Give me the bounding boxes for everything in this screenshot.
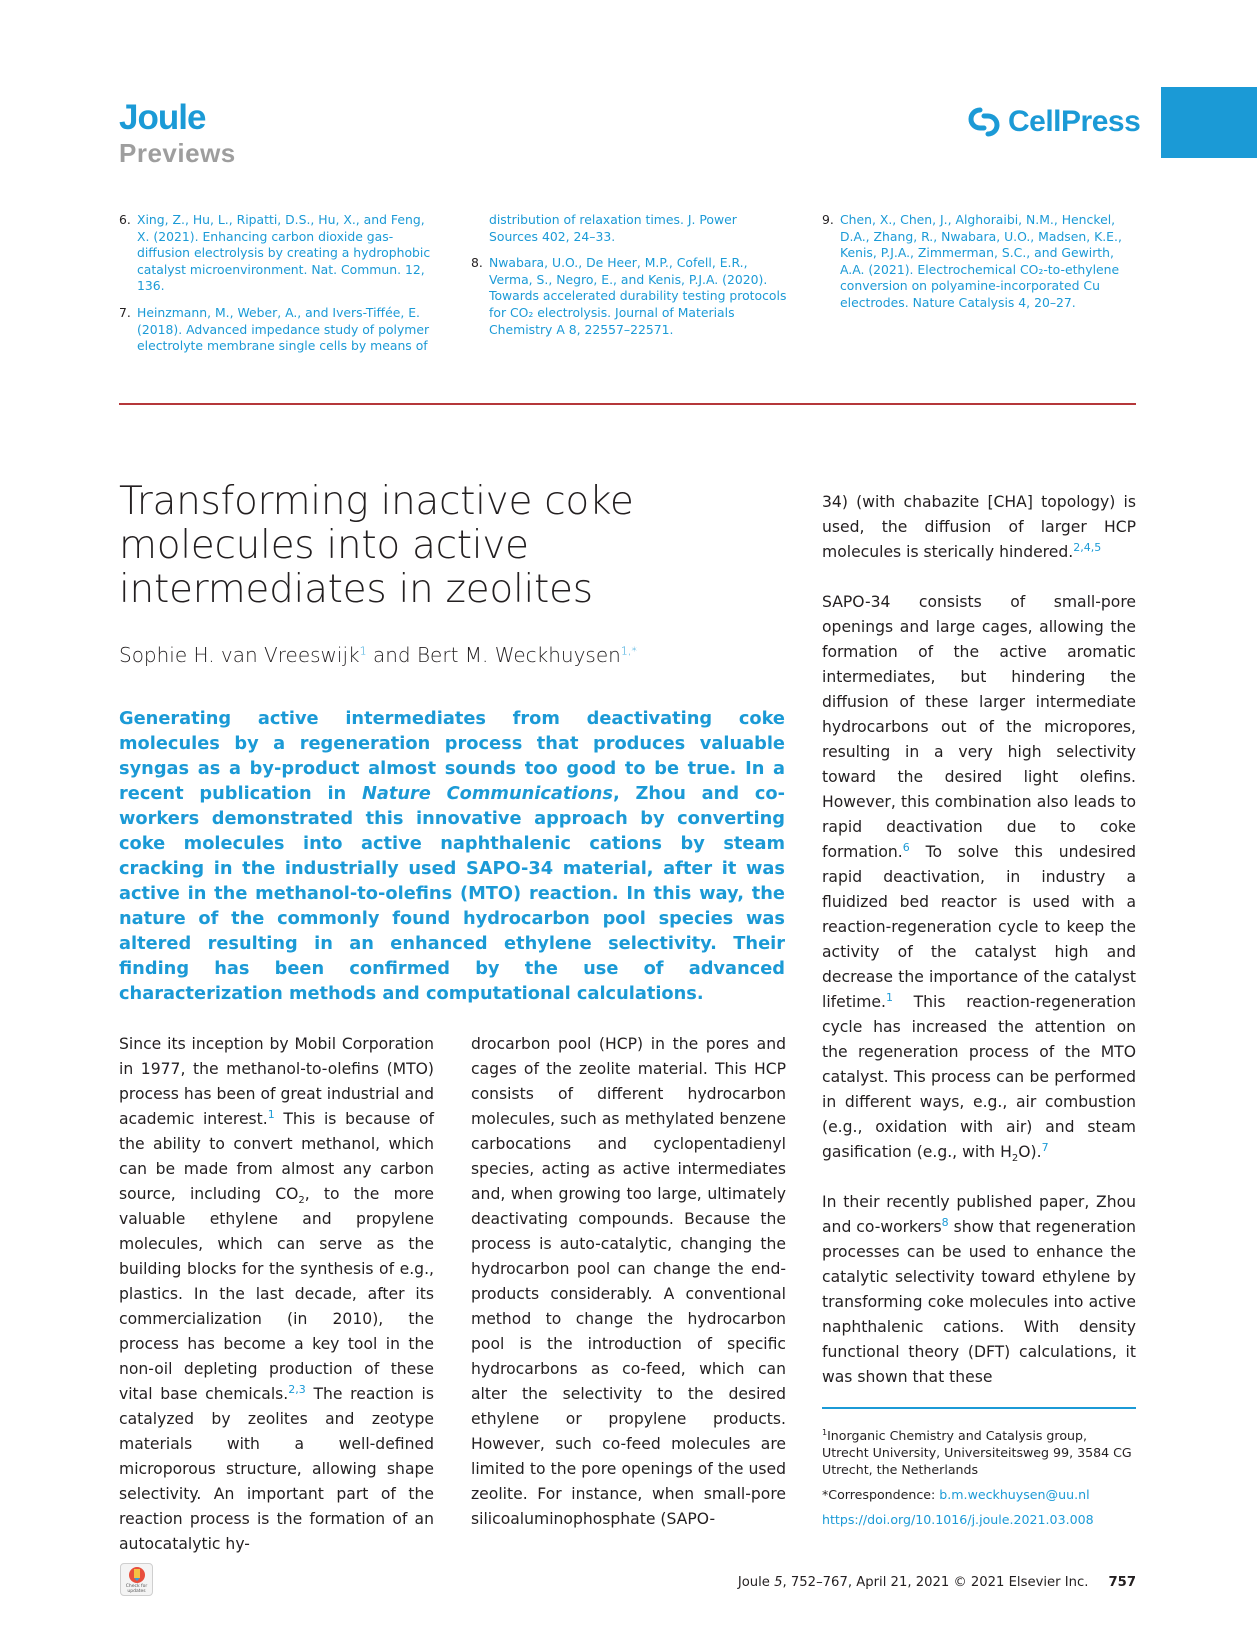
section-color-tab bbox=[1161, 87, 1257, 158]
page-footer bbox=[738, 1575, 1136, 1590]
page-number: 757 bbox=[1108, 1575, 1136, 1590]
crossmark-label: Check for updates bbox=[125, 1583, 148, 1594]
journal-name: Joule bbox=[119, 98, 206, 137]
references-column-3 bbox=[822, 212, 1136, 322]
reference-item[interactable]: 6. Xing, Z., Hu, L., Ripatti, D.S., Hu, X., and Feng, X. (2021). Enhancing carbon dioxide gas-diffusion electrolysis by creating a hydrophobic catalyst microenvironment. Nat. Commun. 12, 136. bbox=[119, 212, 431, 294]
citation-link[interactable]: 2,4,5 bbox=[1073, 540, 1102, 554]
body-paragraph: Since its inception by Mobil Corporation in 1977, the methanol-to-olefins (MTO) process has been of great industrial and academic interest.$^1$ This is because of the ability to convert methanol, which can be made from almost any carbon source, including $CO_2$, to the more valuable ethylene and propylene molecules, which can serve as the building blocks for the synthesis of e.g., plastics. In the last decade, after its commercialization (in 2010), the process has become a key tool in the non-oil depleting production of these vital base chemicals.$^{2,3}$ The reaction is catalyzed by zeolites and zeotype materials with a well-defined microporous structure, allowing shape selectivity. An important part of the reaction process is the formation of an autocatalytic hy- bbox=[119, 1035, 434, 1553]
body-column-2 bbox=[471, 1032, 786, 1557]
correspondence: *Correspondence: b.m.weckhuysen@uu.nl bbox=[822, 1487, 1090, 1503]
email-link[interactable]: b.m.weckhuysen@uu.nl bbox=[939, 1487, 1090, 1503]
citation-line: Joule 5, 752–767, April 21, 2021 © 2021 Elsevier Inc. bbox=[737, 1575, 1089, 1590]
body-column-3 bbox=[822, 490, 1136, 1415]
reference-continuation[interactable]: distribution of relaxation times. J. Power Sources 402, 24–33. bbox=[489, 212, 737, 244]
affiliation-marker[interactable]: 1 bbox=[359, 644, 367, 658]
reference-item[interactable]: 9. Chen, X., Chen, J., Alghoraibi, N.M., Henckel, D.A., Zhang, R., Nwabara, U.O., Madsen, K.E., Kenis, P.J.A., Zimmerman, S.C., and Gewirth, A.A. (2021). Electrochemical CO₂-to-ethylene conversion on polyamine-incorporated Cu electrodes. Nature Catalysis 4, 20–27. bbox=[822, 212, 1122, 310]
affiliation-block bbox=[822, 1424, 1136, 1536]
reference-item[interactable]: 7. Heinzmann, M., Weber, A., and Ivers-Tiffée, E. (2018). Advanced impedance study of polymer electrolyte membrane single cells by means of bbox=[119, 304, 430, 354]
publisher-name: CellPress bbox=[1008, 105, 1141, 138]
citation-link[interactable]: 7 bbox=[1041, 1140, 1049, 1154]
crossmark-icon bbox=[128, 1566, 146, 1584]
reference-item[interactable]: 8. Nwabara, U.O., De Heer, M.P., Cofell, E.R., Verma, S., Negro, E., and Kenis, P.J.A. (2020). Towards accelerated durability testing protocols for CO₂ electrolysis. Journal of Materials Chemistry A 8, 22557–22571. bbox=[471, 255, 787, 337]
affiliation: $^1$Inorganic Chemistry and Catalysis group, Utrecht University, Universiteitsweg 99, 3584 CG Utrecht, the Netherlands bbox=[822, 1428, 1132, 1478]
author-name[interactable]: Sophie H. van Vreeswijk bbox=[119, 643, 360, 667]
citation-link[interactable]: 1 bbox=[267, 1107, 275, 1121]
body-paragraph: In their recently published paper, Zhou and co-workers$^8$ show that regeneration processes can be used to enhance the catalytic selectivity toward ethylene by transforming coke molecules into active naphthalenic cations. With density functional theory (DFT) calculations, it was shown that these bbox=[822, 1193, 1136, 1386]
body-paragraph: SAPO-34 consists of small-pore openings and large cages, allowing the formation of the active aromatic intermediates, but hindering the diffusion of these larger intermediate hydrocarbons out of the micropores, resulting in a very high selectivity toward the desired light olefins. However, this combination also leads to rapid deactivation due to coke formation.$^6$ To solve this undesired rapid deactivation, in industry a fluidized bed reactor is used with a reaction-regeneration cycle to keep the activity of the catalyst high and decrease the importance of the catalyst lifetime.$^1$ This reaction-regeneration cycle has increased the attention on the regeneration process of the MTO catalyst. This process can be performed in different ways, e.g., air combustion (e.g., oxidation with air) and steam gasification (e.g., with $H_2O).^7$ bbox=[822, 593, 1136, 1165]
body-paragraph: drocarbon pool (HCP) in the pores and cages of the zeolite material. This HCP consists of different hydrocarbon molecules, such as methylated benzene carbocations and cyclopentadienyl species, acting as active intermediates and, when growing too large, ultimately deactivating compounds. Because the process is auto-catalytic, changing the hydrocarbon pool can change the end-products considerably. A conventional method to change the hydrocarbon pool is the introduction of specific hydrocarbons as co-feed, which can alter the selectivity to the desired ethylene or propylene products. However, such co-feed molecules are limited to the pore openings of the used zeolite. For instance, when small-pore silicoaluminophosphate (SAPO- bbox=[471, 1035, 786, 1528]
abstract: Generating active intermediates from deactivating coke molecules by a regeneration process that produces valuable syngas as a by-product almost sounds too good to be true. In a recent publication in Nature Communications, Zhou and co-workers demonstrated this innovative approach by converting coke molecules into active naphthalenic cations by steam cracking in the industrially used SAPO-34 material, after it was active in the methanol-to-olefins (MTO) reaction. In this way, the nature of the commonly found hydrocarbon pool species was altered resulting in an enhanced ethylene selectivity. Their finding has been confirmed by the use of advanced characterization methods and computational calculations. bbox=[119, 708, 785, 1004]
check-for-updates-badge[interactable] bbox=[120, 1563, 153, 1596]
section-divider bbox=[119, 403, 1136, 405]
references-column-1 bbox=[119, 212, 435, 365]
affiliation-marker[interactable]: 1,* bbox=[620, 644, 637, 658]
references-column-2 bbox=[471, 212, 787, 348]
citation-link[interactable]: 2,3 bbox=[288, 1382, 306, 1396]
citation-link[interactable]: 1 bbox=[885, 990, 893, 1004]
citation-link[interactable]: 6 bbox=[902, 840, 910, 854]
publisher-logo[interactable] bbox=[966, 104, 1140, 140]
journal-masthead bbox=[119, 98, 236, 168]
author-name[interactable]: Bert M. Weckhuysen bbox=[416, 643, 621, 667]
citation-link[interactable]: 8 bbox=[941, 1215, 949, 1229]
article-title: Transforming inactive coke molecules into active intermediates in zeolites bbox=[119, 479, 634, 612]
section-label: Previews bbox=[119, 138, 236, 168]
affiliation-divider bbox=[822, 1407, 1136, 1409]
doi-link[interactable]: https://doi.org/10.1016/j.joule.2021.03.008 bbox=[822, 1512, 1094, 1528]
cellpress-icon bbox=[966, 104, 1002, 140]
journal-reference: Nature Communications bbox=[361, 783, 613, 804]
body-column-1 bbox=[119, 1032, 434, 1582]
body-paragraph: 34) (with chabazite [CHA] topology) is used, the diffusion of larger HCP molecules is sterically hindered.$^{2,4,5}$ bbox=[822, 493, 1136, 561]
author-list: Sophie H. van Vreeswijk$^1$ and Bert M. Weckhuysen$^{1,*}$ bbox=[119, 643, 637, 667]
